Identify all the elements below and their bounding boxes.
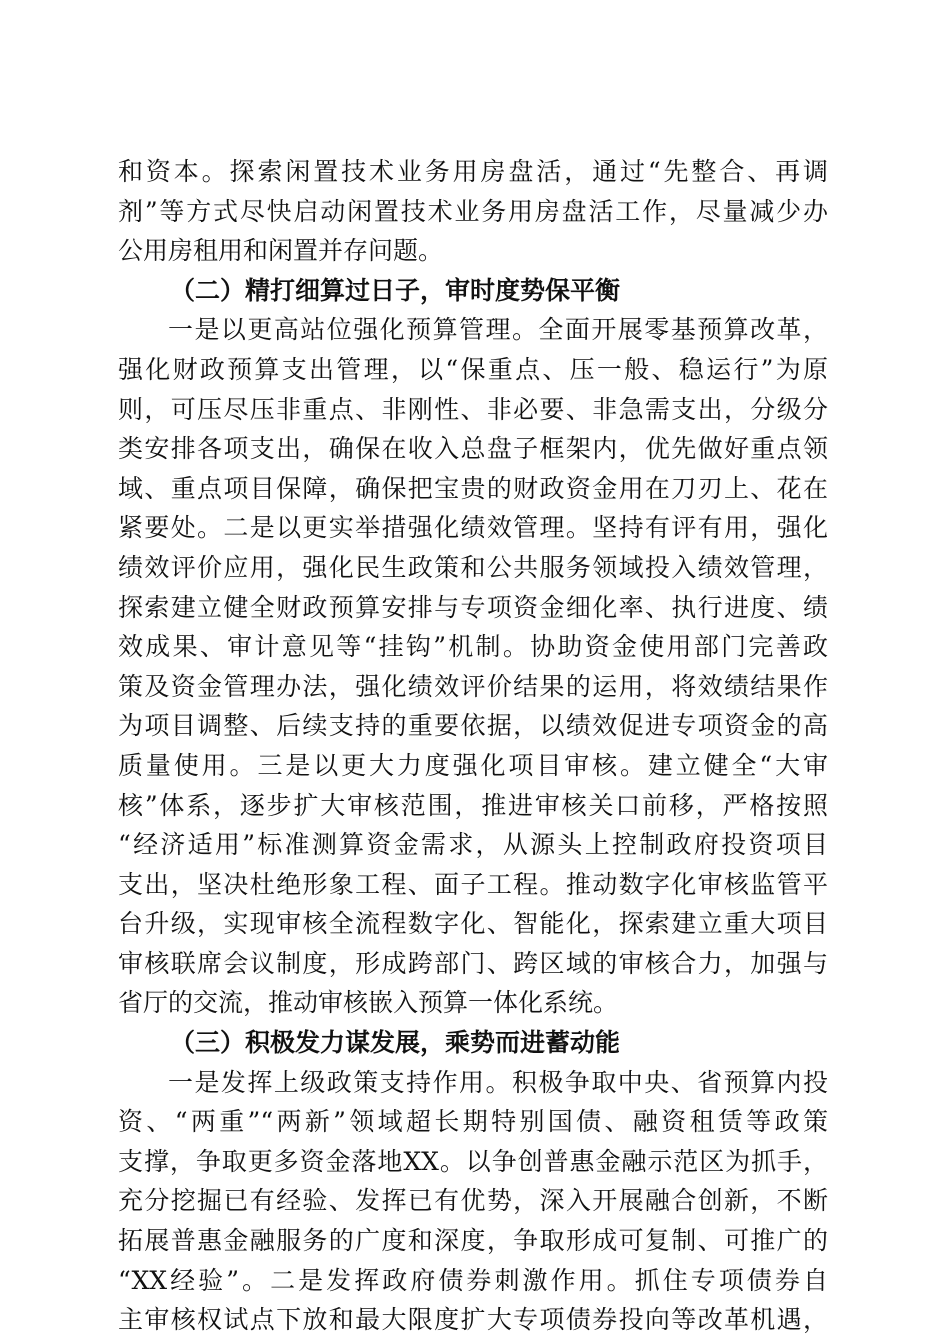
paragraph-line: 绩效评价应用，强化民生政策和公共服务领域投入绩效管理， <box>118 552 828 582</box>
paragraph-line: 为项目调整、后续支持的重要依据，以绩效促进专项资金的高 <box>118 711 828 741</box>
paragraph-first-line: 一是发挥上级政策支持作用。积极争取中央、省预算内投 <box>168 1067 828 1097</box>
paragraph-line: 主审核权试点下放和最大限度扩大专项债券投向等改革机遇， <box>118 1305 828 1335</box>
paragraph-line: 紧要处。二是以更实举措强化绩效管理。坚持有评有用，强化 <box>118 513 828 543</box>
paragraph-line: 核”体系，逐步扩大审核范围，推进审核关口前移，严格按照 <box>118 790 828 820</box>
paragraph-line: 则，可压尽压非重点、非刚性、非必要、非急需支出，分级分 <box>118 394 828 424</box>
paragraph-last-line: 省厅的交流，推动审核嵌入预算一体化系统。 <box>118 988 619 1018</box>
paragraph-line: 质量使用。三是以更大力度强化项目审核。建立健全“大审 <box>118 750 828 780</box>
paragraph-line: “经济适用”标准测算资金需求，从源头上控制政府投资项目 <box>118 830 828 860</box>
paragraph-line: 探索建立健全财政预算安排与专项资金细化率、执行进度、绩 <box>118 592 828 622</box>
paragraph-line: 策及资金管理办法，强化绩效评价结果的运用，将效绩结果作 <box>118 671 828 701</box>
paragraph-line: 强化财政预算支出管理，以“保重点、压一般、稳运行”为原 <box>118 354 828 384</box>
paragraph-line: 支撑，争取更多资金落地XX。以争创普惠金融示范区为抓手， <box>118 1146 828 1176</box>
paragraph-line: 剂”等方式尽快启动闲置技术业务用房盘活工作，尽量减少办 <box>118 196 828 226</box>
paragraph-line: 资、“两重”“两新”领域超长期特别国债、融资租赁等政策 <box>118 1107 828 1137</box>
paragraph-line: 充分挖掘已有经验、发挥已有优势，深入开展融合创新，不断 <box>118 1186 828 1216</box>
paragraph-line: 审核联席会议制度，形成跨部门、跨区域的审核合力，加强与 <box>118 948 828 978</box>
paragraph-line: 支出，坚决杜绝形象工程、面子工程。推动数字化审核监管平 <box>118 869 828 899</box>
paragraph-last-line: 公用房租用和闲置并存问题。 <box>118 236 444 266</box>
section-heading: （二）精打细算过日子，审时度势保平衡 <box>170 275 621 305</box>
paragraph-line: 台升级，实现审核全流程数字化、智能化，探索建立重大项目 <box>118 909 828 939</box>
paragraph-first-line: 一是以更高站位强化预算管理。全面开展零基预算改革， <box>168 315 828 345</box>
paragraph-line: 和资本。探索闲置技术业务用房盘活，通过“先整合、再调 <box>118 157 828 186</box>
section-heading: （三）积极发力谋发展，乘势而进蓄动能 <box>170 1028 621 1058</box>
paragraph-line: 拓展普惠金融服务的广度和深度，争取形成可复制、可推广的 <box>118 1226 828 1256</box>
paragraph-line: 类安排各项支出，确保在收入总盘子框架内，优先做好重点领 <box>118 434 828 464</box>
document-body <box>118 152 828 1340</box>
paragraph-line: 域、重点项目保障，确保把宝贵的财政资金用在刀刃上、花在 <box>118 473 828 503</box>
paragraph-line: “XX经验”。二是发挥政府债券刺激作用。抓住专项债券自 <box>118 1265 828 1295</box>
paragraph-line: 效成果、审计意见等“挂钩”机制。协助资金使用部门完善政 <box>118 632 828 662</box>
